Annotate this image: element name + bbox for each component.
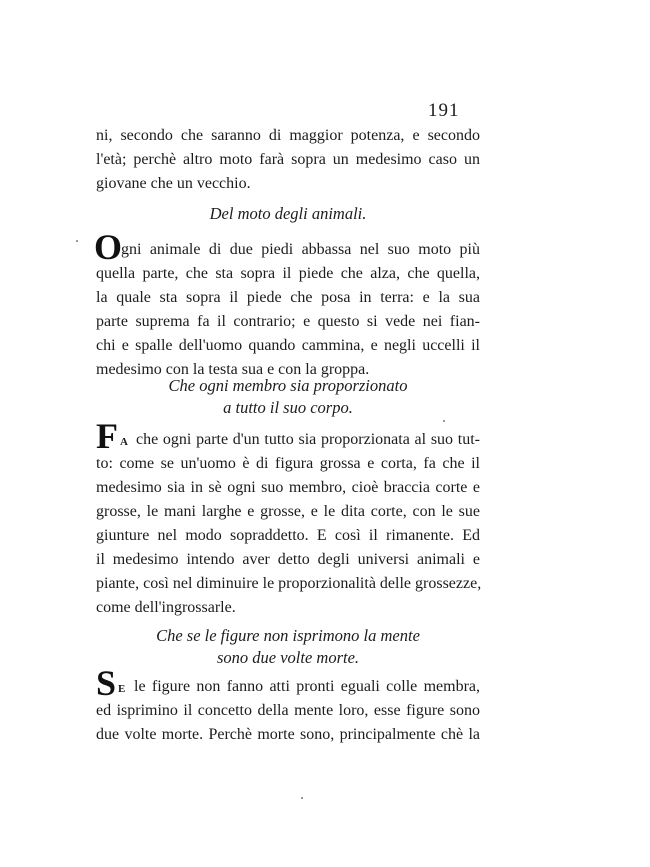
text-line: chi e spalle dell'uomo quando cammina, e negli uccelli il: [96, 337, 480, 354]
paper-speck: [76, 240, 78, 242]
drop-initial: O: [94, 227, 123, 267]
text-line: quella parte, che sta sopra il piede che alza, che quella,: [96, 265, 480, 282]
drop-initial-rest: A: [120, 436, 128, 448]
text-line: piante, così nel diminuire le proporzionalità delle grossezze,: [96, 575, 482, 592]
text-line: come dell'ingrossarle.: [96, 599, 236, 616]
text-line: gni animale di due piedi abbassa nel suo moto più: [121, 241, 480, 258]
text-line: medesimo con la testa sua e con la groppa.: [96, 361, 370, 378]
text-line: l'età; perchè altro moto farà sopra un medesimo caso un: [96, 151, 480, 168]
text-line: che ogni parte d'un tutto sia proporzionata al suo tut-: [136, 431, 480, 448]
text-line: il medesimo intendo aver detto degli universi animali e: [96, 551, 480, 568]
drop-initial: F: [96, 416, 118, 456]
text-line: ni, secondo che saranno di maggior potenza, e secondo: [96, 127, 480, 144]
section-heading: sono due volte morte.: [216, 648, 360, 667]
drop-initial: S: [96, 663, 117, 703]
section-heading: Che se le figure non isprimono la mente: [156, 626, 420, 645]
text-line: giovane che un vecchio.: [96, 175, 251, 192]
paper-speck: [443, 420, 445, 422]
paper-speck: [301, 797, 303, 799]
text-line: ed isprimino il concetto della mente loro, esse figure sono: [96, 702, 480, 719]
text-line: due volte morte. Perchè morte sono, principalmente chè la: [96, 726, 480, 743]
drop-initial-rest: E: [118, 683, 126, 695]
section-heading: a tutto il suo corpo.: [223, 398, 353, 417]
section-heading: Che ogni membro sia proporzionato: [168, 376, 408, 395]
text-line: medesimo sia in sè ogni suo membro, cioè braccia corte e: [96, 479, 480, 496]
text-line: to: come se un'uomo è di figura grossa e corta, fa che il: [96, 455, 480, 472]
page-number: 191: [428, 100, 460, 121]
text-line: le figure non fanno atti pronti eguali colle membra,: [134, 678, 480, 695]
text-line: la quale sta sopra il piede che posa in terra: e la sua: [96, 289, 480, 306]
text-line: giunture nel modo sopraddetto. E così il rimanente. Ed: [96, 527, 480, 544]
text-line: grosse, le mani larghe e grosse, e le dita corte, con le sue: [96, 503, 480, 520]
text-line: parte suprema fa il contrario; e questo si vede nei fian-: [96, 313, 480, 330]
section-heading: Del moto degli animali.: [209, 204, 367, 223]
